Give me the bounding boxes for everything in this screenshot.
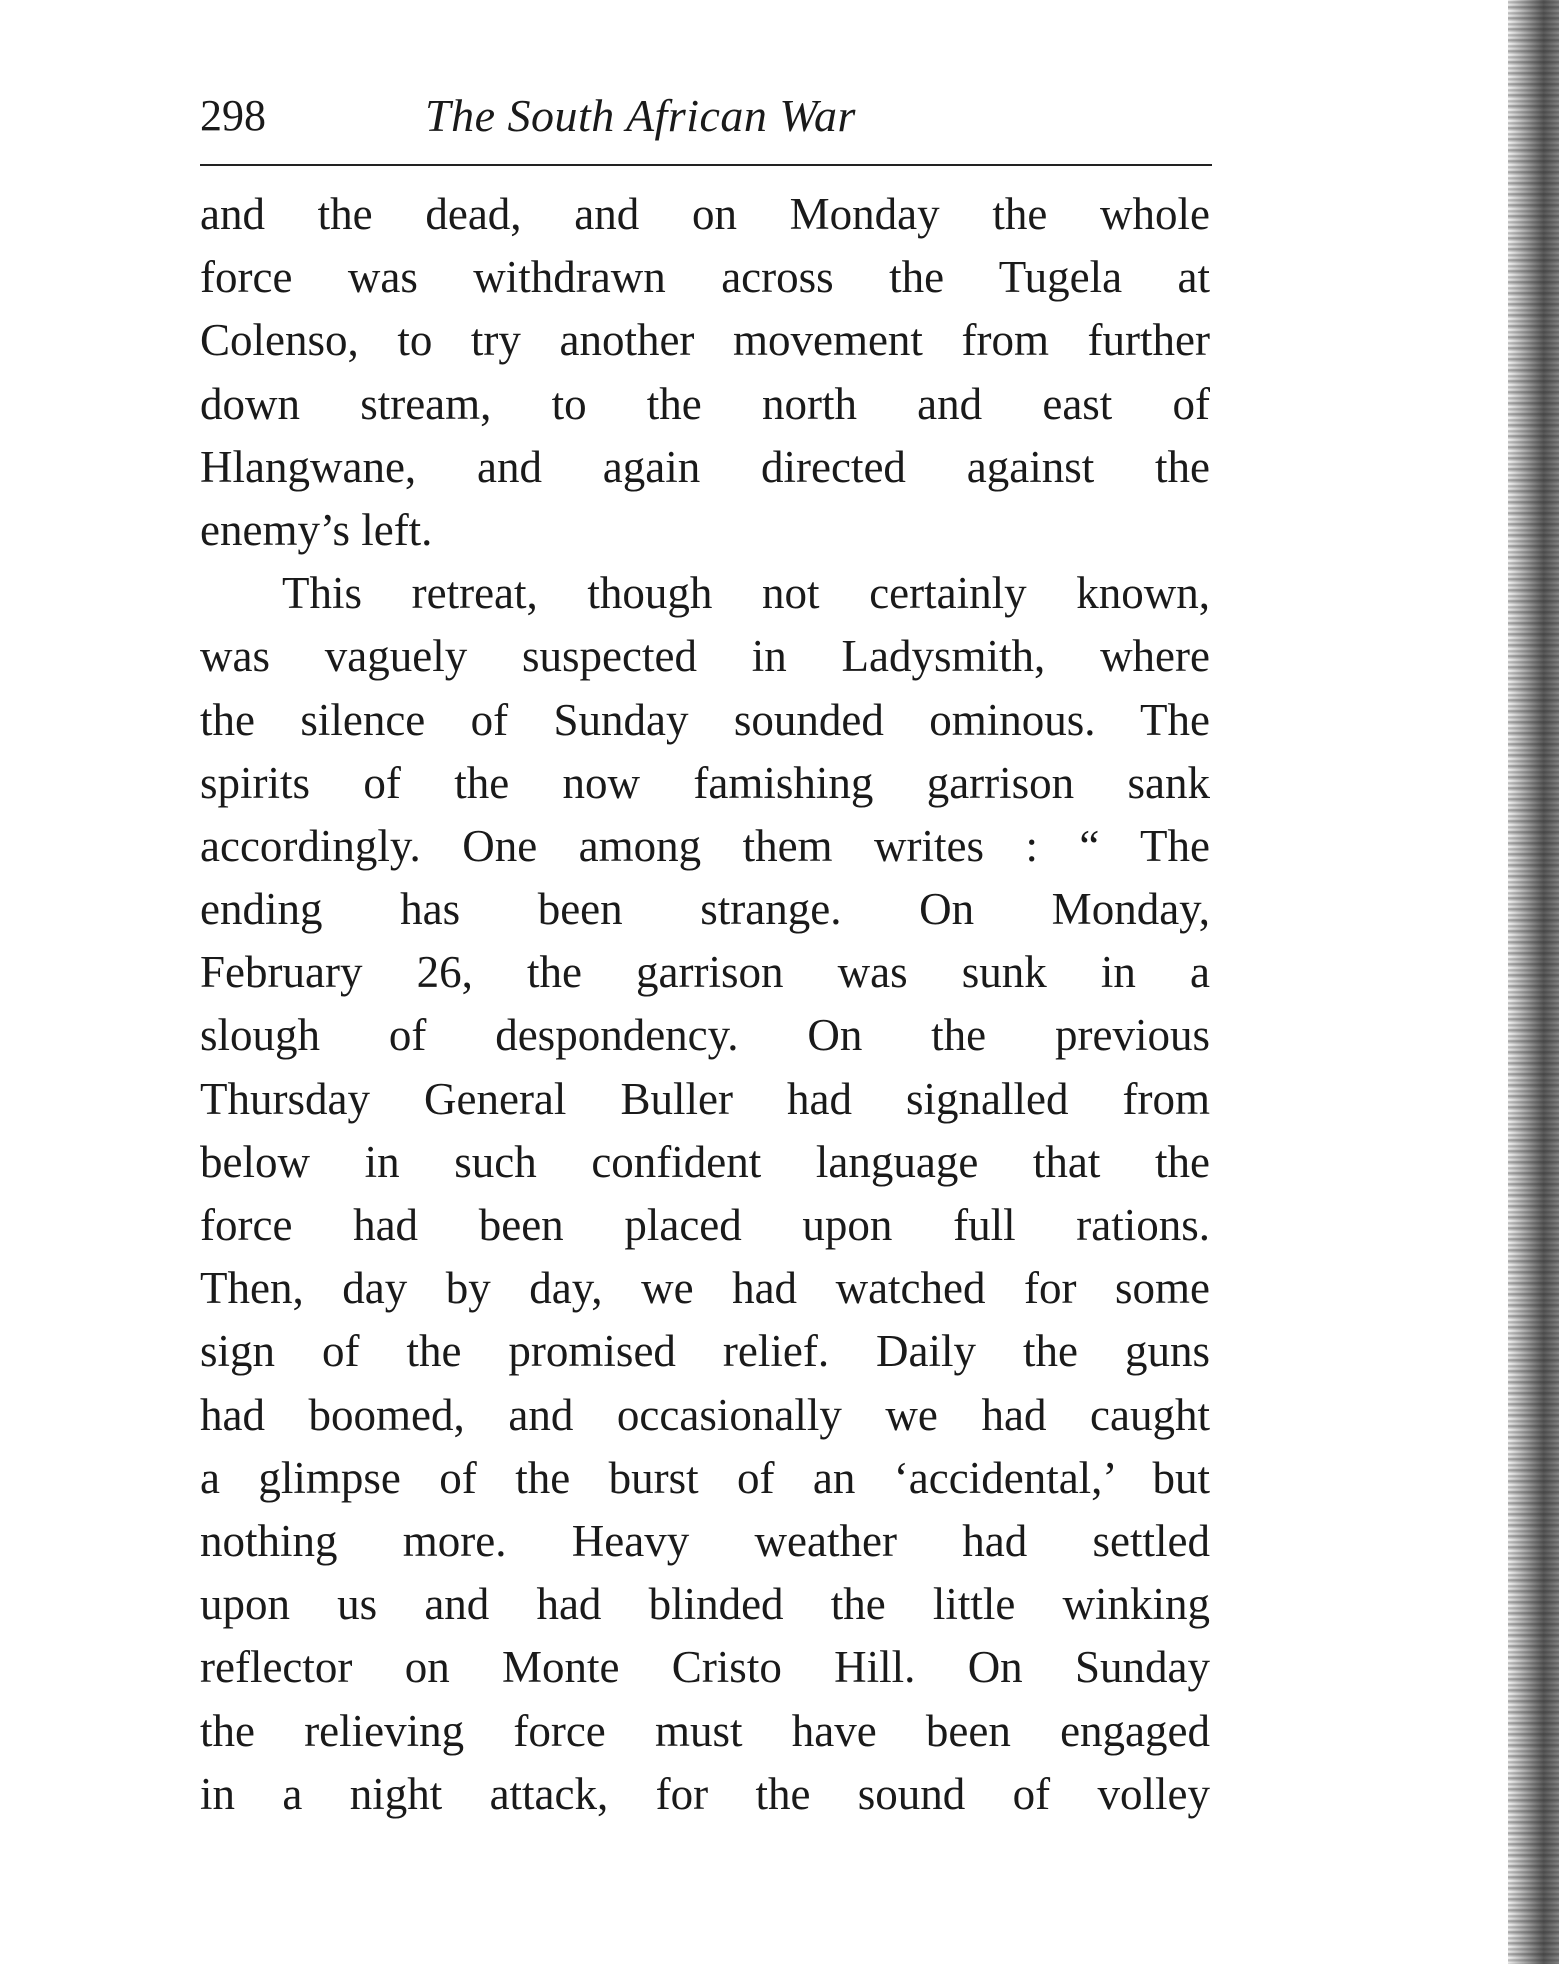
running-title: The South African War xyxy=(425,90,856,141)
text-line: sign of the promised relief. Daily the guns xyxy=(200,1326,1210,1377)
scanned-page-edge xyxy=(1508,0,1559,1964)
text-line: This retreat, though not certainly known, xyxy=(282,568,1210,619)
page-header xyxy=(200,86,1210,146)
text-line: Hlangwane, and again directed against the xyxy=(200,441,1210,492)
text-line: nothing more. Heavy weather had settled xyxy=(200,1515,1210,1566)
text-line: slough of despondency. On the previous xyxy=(200,1010,1210,1061)
text-line: spirits of the now famishing garrison sank xyxy=(200,757,1210,808)
text-line: upon us and had blinded the little winking xyxy=(200,1579,1210,1630)
text-line: enemy’s left. xyxy=(200,504,433,555)
page-number: 298 xyxy=(200,91,266,140)
text-line: in a night attack, for the sound of volley xyxy=(200,1768,1210,1819)
text-line: force was withdrawn across the Tugela at xyxy=(200,252,1210,303)
text-line: was vaguely suspected in Ladysmith, where xyxy=(200,631,1210,682)
text-line: accordingly. One among them writes : “ The xyxy=(200,820,1210,871)
text-line: a glimpse of the burst of an ‘accidental,’ but xyxy=(200,1452,1210,1503)
text-line: February 26, the garrison was sunk in a xyxy=(200,947,1210,998)
header-rule xyxy=(200,164,1212,166)
text-line: Colenso, to try another movement from further xyxy=(200,315,1210,366)
text-line: reflector on Monte Cristo Hill. On Sunday xyxy=(200,1642,1210,1693)
text-line: down stream, to the north and east of xyxy=(200,378,1210,429)
text-line: the relieving force must have been engaged xyxy=(200,1705,1210,1756)
text-line: below in such confident language that the xyxy=(200,1136,1210,1187)
text-line: and the dead, and on Monday the whole xyxy=(200,189,1210,239)
body-text xyxy=(200,183,1210,1826)
text-line: Then, day by day, we had watched for some xyxy=(200,1263,1210,1314)
text-line: had boomed, and occasionally we had caught xyxy=(200,1389,1210,1440)
text-line: the silence of Sunday sounded ominous. The xyxy=(200,694,1210,745)
text-line: force had been placed upon full rations. xyxy=(200,1200,1210,1250)
text-line: Thursday General Buller had signalled from xyxy=(200,1073,1210,1124)
text-line: ending has been strange. On Monday, xyxy=(200,884,1210,935)
